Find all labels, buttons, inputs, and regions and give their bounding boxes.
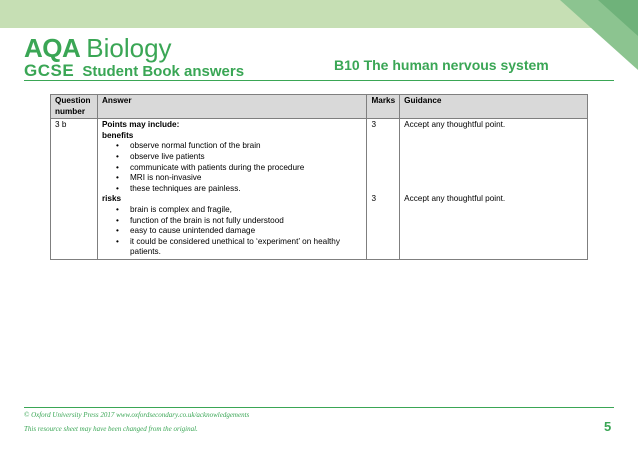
page-number: 5 <box>604 419 612 434</box>
table-row <box>51 119 588 260</box>
list-item: • function of the brain is not fully understood <box>116 216 363 227</box>
list-item: • these techniques are painless. <box>116 184 363 195</box>
benefits-heading: benefits <box>101 130 134 140</box>
header-marks: Marks <box>367 95 400 119</box>
risks-list <box>102 205 363 258</box>
list-item: • observe normal function of the brain <box>116 141 363 152</box>
answers-table <box>50 94 588 260</box>
list-item: • brain is complex and fragile, <box>116 205 363 216</box>
header-guidance: Guidance <box>400 95 588 119</box>
header-divider <box>24 80 614 81</box>
list-item: • it could be considered unethical to ‘experiment’ on healthy patients. <box>116 237 363 258</box>
answer-intro: Points may include: <box>101 120 180 130</box>
brand-subtitle: Student Book answers <box>82 63 245 80</box>
footer-divider <box>24 407 614 408</box>
guidance-benefits: Accept any thoughtful point. <box>404 120 506 130</box>
list-item: • MRI is non-invasive <box>116 173 363 184</box>
benefits-list <box>102 141 363 194</box>
guidance-risks: Accept any thoughtful point. <box>404 193 506 203</box>
guidance-cell <box>400 119 588 260</box>
answer-cell <box>97 119 367 260</box>
marks-risks: 3 <box>371 193 377 203</box>
copyright-text: © Oxford University Press 2017 www.oxfordsecondary.co.uk/acknowledgements <box>24 411 250 419</box>
brand-subject: Biology <box>86 33 172 63</box>
list-item: • observe live patients <box>116 152 363 163</box>
table-header-row <box>51 95 588 119</box>
marks-cell <box>367 119 400 260</box>
marks-benefits: 3 <box>371 120 377 130</box>
brand-aqa: AQA <box>24 33 81 63</box>
header-answer: Answer <box>97 95 367 119</box>
question-cell: 3 b <box>51 119 98 260</box>
list-item: • easy to cause unintended damage <box>116 226 363 237</box>
header-question-number: Question number <box>51 95 98 119</box>
brand-gcse: GCSE <box>24 61 75 80</box>
chapter-title: B10 The human nervous system <box>334 57 549 73</box>
brand-logo <box>24 34 244 81</box>
list-item: • communicate with patients during the procedure <box>116 163 363 174</box>
risks-heading: risks <box>101 194 122 204</box>
resource-note: This resource sheet may have been changed from the original. <box>24 425 198 433</box>
